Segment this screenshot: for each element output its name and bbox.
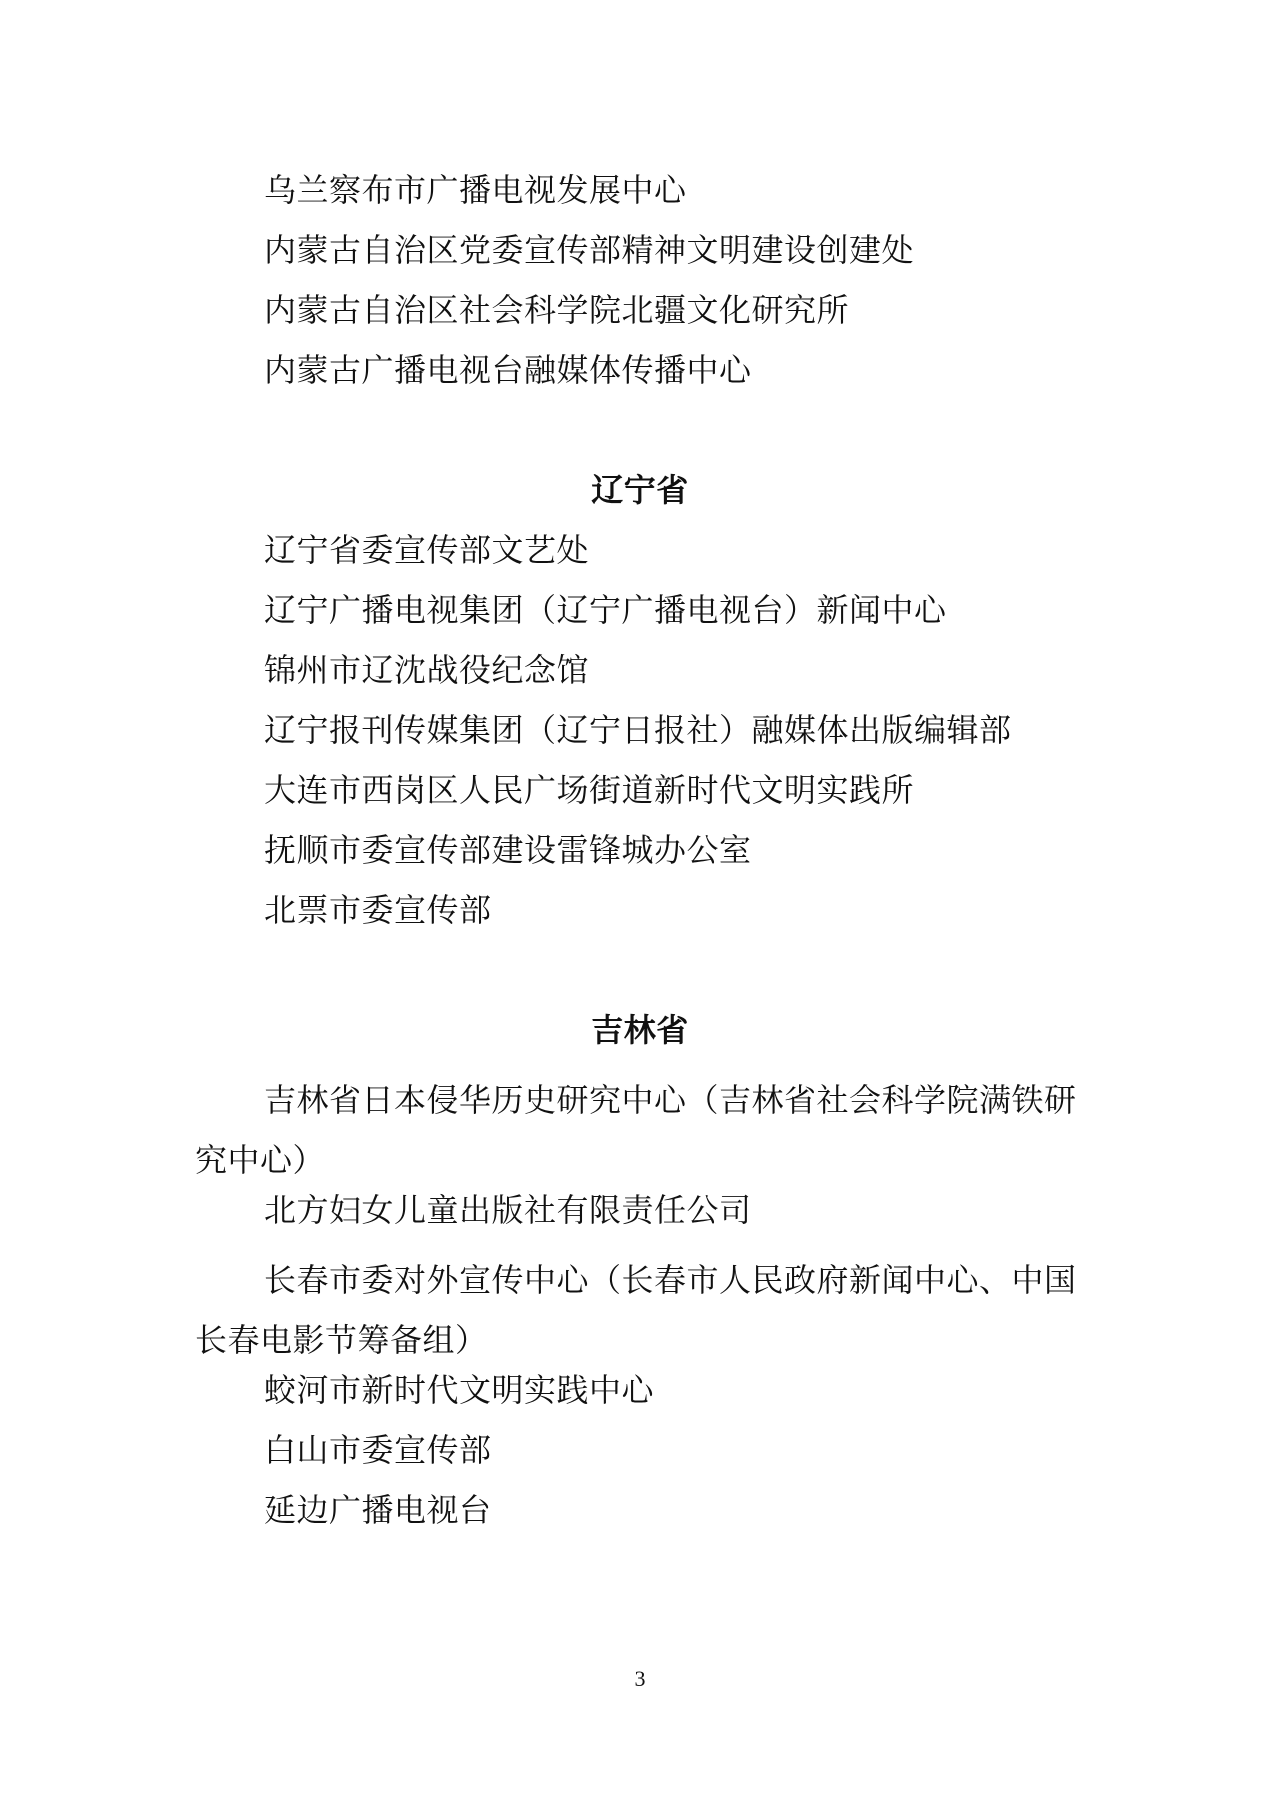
list-item: 北票市委宣传部 (264, 891, 492, 929)
list-item: 吉林省日本侵华历史研究中心（吉林省社会科学院满铁研究中心） (195, 1081, 1077, 1179)
list-item: 内蒙古广播电视台融媒体传播中心 (264, 351, 752, 389)
list-item: 大连市西岗区人民广场街道新时代文明实践所 (264, 771, 915, 809)
list-item: 延边广播电视台 (264, 1491, 492, 1529)
list-item: 北方妇女儿童出版社有限责任公司 (264, 1191, 752, 1229)
list-item: 辽宁报刊传媒集团（辽宁日报社）融媒体出版编辑部 (264, 711, 1012, 749)
list-item: 辽宁广播电视集团（辽宁广播电视台）新闻中心 (264, 591, 947, 629)
list-item: 内蒙古自治区党委宣传部精神文明建设创建处 (264, 231, 915, 269)
list-item: 长春市委对外宣传中心（长春市人民政府新闻中心、中国长春电影节筹备组） (195, 1261, 1077, 1359)
section-heading-liaoning: 辽宁省 (591, 471, 689, 509)
list-item: 白山市委宣传部 (264, 1431, 492, 1469)
list-item: 锦州市辽沈战役纪念馆 (264, 651, 590, 689)
page-number: 3 (634, 1666, 646, 1691)
list-item: 抚顺市委宣传部建设雷锋城办公室 (264, 831, 752, 869)
section-heading-jilin: 吉林省 (591, 1011, 689, 1049)
list-item: 辽宁省委宣传部文艺处 (264, 531, 590, 569)
list-item: 内蒙古自治区社会科学院北疆文化研究所 (264, 291, 850, 329)
list-item: 乌兰察布市广播电视发展中心 (264, 171, 687, 209)
list-item: 蛟河市新时代文明实践中心 (264, 1371, 655, 1409)
